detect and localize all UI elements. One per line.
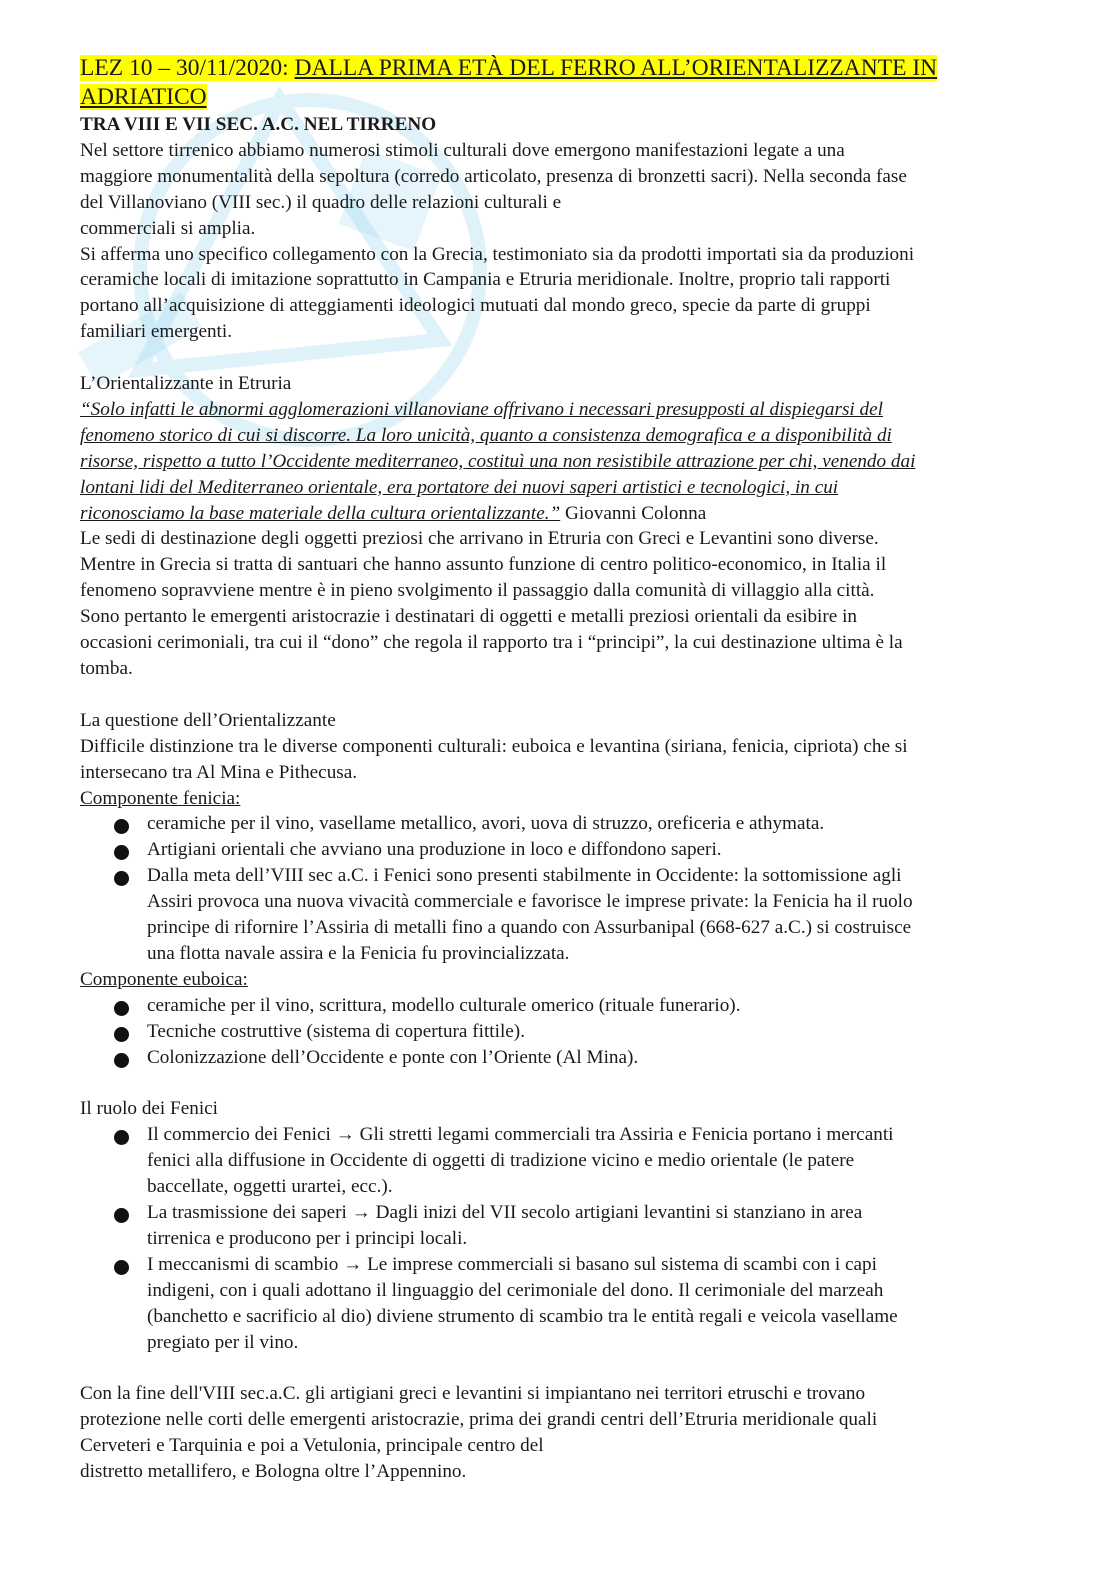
quote-line: riconosciamo la base materiale della cultura orientalizzante.” xyxy=(80,502,561,524)
text-line: Sono pertanto le emergenti aristocrazie i destinatari di oggetti e metalli preziosi orientali da esibire in xyxy=(80,606,858,628)
page-title xyxy=(80,54,1060,112)
text-line: ceramiche locali di imitazione soprattutto in Campania e Etruria meridionale. Inoltre, proprio tali rapporti xyxy=(80,269,891,291)
list-item xyxy=(147,1122,1060,1200)
text-line: commerciali si amplia. xyxy=(80,217,256,239)
text-line: Difficile distinzione tra le diverse componenti culturali: euboica e levantina (siriana, fenicia, cipriota) che si xyxy=(80,735,908,757)
bullet-icon xyxy=(114,1001,129,1016)
list-ruolo-fenici xyxy=(80,1122,1060,1355)
text-line: Mentre in Grecia si tratta di santuari che hanno assunto funzione di centro politico-economico, in Italia il xyxy=(80,554,887,576)
quote-line: “Solo infatti le abnormi agglomerazioni villanoviane offrivano i necessari presupposti al dispiegarsi del xyxy=(80,398,883,420)
list-item xyxy=(147,1252,1060,1356)
bullet-icon xyxy=(114,1130,129,1145)
text-line: maggiore monumentalità della sepoltura (corredo articolato, presenza di bronzetti sacri). Nella seconda fase xyxy=(80,165,907,187)
text-line: baccellate, oggetti urartei, ecc.). xyxy=(147,1176,393,1198)
list-item xyxy=(147,837,1060,863)
bullet-icon xyxy=(114,871,129,886)
list-componente-fenicia xyxy=(80,811,1060,966)
section-heading-tirreno: TRA VIII E VII SEC. A.C. NEL TIRRENO xyxy=(80,114,437,135)
section-heading-ruolo-fenici: Il ruolo dei Fenici xyxy=(80,1098,219,1120)
title-prefix: LEZ 10 – 30/11/2020: xyxy=(80,55,295,81)
text-line: La trasmissione dei saperi → Dagli inizi del VII secolo artigiani levantini si stanziano in area xyxy=(147,1202,863,1224)
paragraph-tirreno-1 xyxy=(80,138,1060,242)
text-line: tirrenica e producono per i principi locali. xyxy=(147,1227,468,1249)
text-line: principe di rifornire l’Assiria di metalli fino a quando con Assurbanipal (668-627 a.C.) si costruisce xyxy=(147,917,912,939)
bullet-icon xyxy=(114,1053,129,1068)
colonna-quote xyxy=(80,397,1060,527)
paragraph-questione-intro xyxy=(80,734,1060,786)
text-line: distretto metallifero, e Bologna oltre l’Appennino. xyxy=(80,1461,467,1483)
text-line: fenomeno sopravviene mentre è in pieno svolgimento il passaggio dalla comunità di villaggio alla città. xyxy=(80,580,875,602)
subheading-componente-fenicia: Componente fenicia: xyxy=(80,787,241,809)
text-line: indigeni, con i quali adottano il linguaggio del cerimoniale del dono. Il cerimoniale del marzeah xyxy=(147,1279,884,1301)
list-item xyxy=(147,863,1060,967)
section-heading-orientalizzante-etruria: L’Orientalizzante in Etruria xyxy=(80,373,292,395)
text-line: fenici alla diffusione in Occidente di oggetti di tradizione vicino e medio orientale (le patere xyxy=(147,1150,855,1172)
list-item xyxy=(147,993,1060,1019)
bullet-icon xyxy=(114,1027,129,1042)
list-componente-euboica xyxy=(80,993,1060,1071)
text-line: (banchetto e sacrificio al dio) diviene strumento di scambio tra le entità regali e veicola vasellame xyxy=(147,1305,898,1327)
list-item xyxy=(147,1200,1060,1252)
section-heading-questione: La questione dell’Orientalizzante xyxy=(80,709,336,731)
document-page xyxy=(80,54,1060,1485)
text-line: occasioni cerimoniali, tra cui il “dono” che regola il rapporto tra i “principi”, la cui destinazione ultima è la xyxy=(80,632,903,654)
text-line: Artigiani orientali che avviano una produzione in loco e diffondono saperi. xyxy=(147,839,722,861)
title-topic: DALLA PRIMA ETÀ DEL FERRO ALL’ORIENTALIZZANTE IN ADRIATICO xyxy=(80,55,938,110)
bullet-icon xyxy=(114,1208,129,1223)
quote-line: fenomeno storico di cui si discorre. La loro unicità, quanto a consistenza demografica e a disponibilità di xyxy=(80,424,892,446)
bullet-icon xyxy=(114,819,129,834)
text-line: intersecano tra Al Mina e Pithecusa. xyxy=(80,761,358,783)
list-item xyxy=(147,1045,1060,1071)
text-line: familiari emergenti. xyxy=(80,321,233,343)
subheading-componente-euboica: Componente euboica: xyxy=(80,968,248,990)
quote-line: lontani lidi del Mediterraneo orientale, era portatore dei nuovi saperi artistici e tecnologici, in cui xyxy=(80,476,839,498)
text-line: Nel settore tirrenico abbiamo numerosi stimoli culturali dove emergono manifestazioni legate a una xyxy=(80,139,845,161)
paragraph-sedi-destinazione xyxy=(80,526,1060,681)
text-line: Cerveteri e Tarquinia e poi a Vetulonia, principale centro del xyxy=(80,1435,544,1457)
text-line: Tecniche costruttive (sistema di copertura fittile). xyxy=(147,1020,525,1042)
text-line: Si afferma uno specifico collegamento con la Grecia, testimoniato sia da prodotti importati sia da produzioni xyxy=(80,243,915,265)
paragraph-closing xyxy=(80,1381,1060,1485)
text-line: Assiri provoca una nuova vivacità commerciale e favorisce le imprese private: la Fenicia ha il ruolo xyxy=(147,891,913,913)
text-line: Le sedi di destinazione degli oggetti preziosi che arrivano in Etruria con Greci e Levantini sono diverse. xyxy=(80,528,879,550)
quote-line: risorse, rispetto a tutto l’Occidente mediterraneo, costituì una non resistibile attrazione per chi, venendo dai xyxy=(80,450,916,472)
list-item xyxy=(147,811,1060,837)
text-line: una flotta navale assira e la Fenicia fu provincializzata. xyxy=(147,942,570,964)
text-line: ceramiche per il vino, vasellame metallico, avori, uova di struzzo, oreficeria e athymata. xyxy=(147,813,825,835)
text-line: I meccanismi di scambio → Le imprese commerciali si basano sul sistema di scambi con i capi xyxy=(147,1253,877,1275)
text-line: tomba. xyxy=(80,658,133,680)
text-line: Dalla meta dell’VIII sec a.C. i Fenici sono presenti stabilmente in Occidente: la sottomissione agli xyxy=(147,865,902,887)
text-line: Il commercio dei Fenici → Gli stretti legami commerciali tra Assiria e Fenicia portano i mercanti xyxy=(147,1124,894,1146)
text-line: Colonizzazione dell’Occidente e ponte con l’Oriente (Al Mina). xyxy=(147,1046,639,1068)
text-line: ceramiche per il vino, scrittura, modello culturale omerico (rituale funerario). xyxy=(147,994,741,1016)
paragraph-tirreno-2 xyxy=(80,242,1060,346)
quote-author: Giovanni Colonna xyxy=(560,502,707,524)
bullet-icon xyxy=(114,1260,129,1275)
text-line: portano all’acquisizione di atteggiamenti ideologici mutuati dal mondo greco, specie da parte di gruppi xyxy=(80,295,871,317)
text-line: protezione nelle corti delle emergenti aristocrazie, prima dei grandi centri dell’Etruria meridionale quali xyxy=(80,1409,878,1431)
text-line: Con la fine dell'VIII sec.a.C. gli artigiani greci e levantini si impiantano nei territori etruschi e trovano xyxy=(80,1383,866,1405)
text-line: pregiato per il vino. xyxy=(147,1331,299,1353)
list-item xyxy=(147,1019,1060,1045)
text-line: del Villanoviano (VIII sec.) il quadro delle relazioni culturali e xyxy=(80,191,562,213)
bullet-icon xyxy=(114,845,129,860)
